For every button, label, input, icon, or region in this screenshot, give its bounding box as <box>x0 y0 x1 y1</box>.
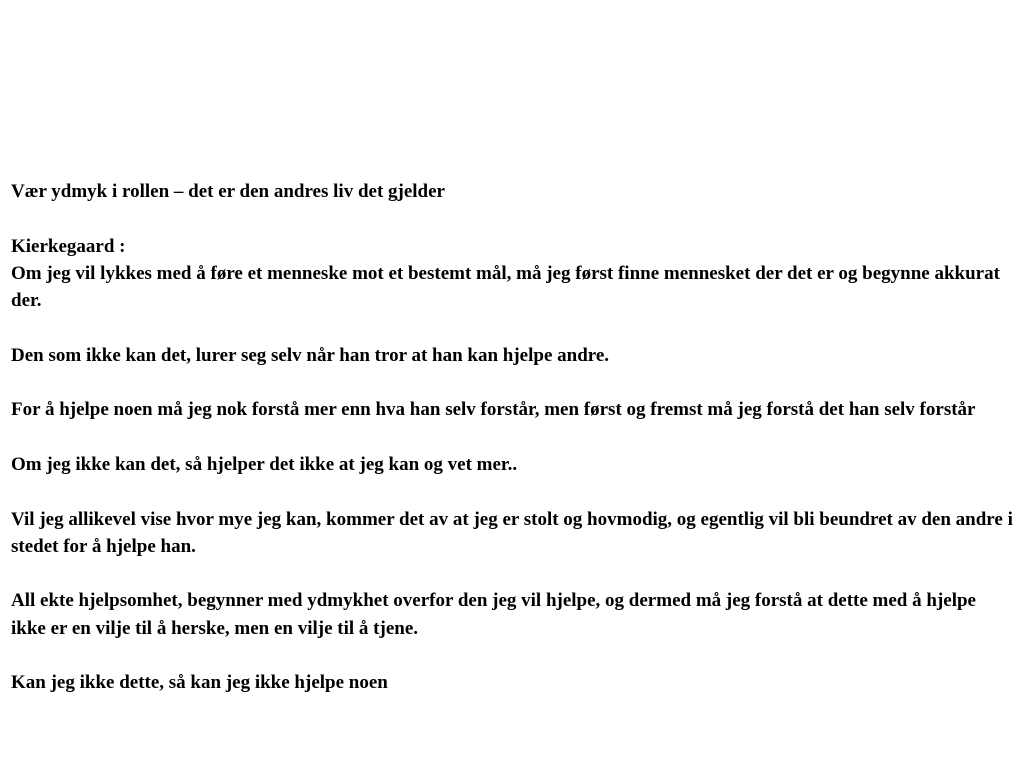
spacer <box>11 424 1015 451</box>
quote-paragraph-1: Om jeg vil lykkes med å føre et menneske mot et bestemt mål, må jeg først finne mennesket der det er og begynne akkurat der. <box>11 262 1000 312</box>
spacer <box>11 560 1015 587</box>
spacer <box>11 205 1015 232</box>
document-heading: Vær ydmyk i rollen – det er den andres liv det gjelder <box>11 181 445 202</box>
quote-paragraph-6: All ekte hjelpsomhet, begynner med ydmykhet overfor den jeg vil hjelpe, og dermed må jeg forstå at dette med å hjelpe ikke er en vilje til å herske, men en vilje til å tjene. <box>11 590 976 639</box>
spacer <box>11 642 1015 669</box>
spacer <box>11 478 1015 505</box>
spacer <box>11 369 1015 396</box>
document-body <box>11 178 1015 697</box>
author-label: Kierkegaard : <box>11 235 126 257</box>
spacer <box>11 314 1015 341</box>
quote-paragraph-2: Den som ikke kan det, lurer seg selv når han tror at han kan hjelpe andre. <box>11 344 610 366</box>
quote-paragraph-7: Kan jeg ikke dette, så kan jeg ikke hjelpe noen <box>11 672 388 694</box>
quote-paragraph-4: Om jeg ikke kan det, så hjelper det ikke at jeg kan og vet mer.. <box>11 453 518 475</box>
quote-paragraph-5: Vil jeg allikevel vise hvor mye jeg kan, kommer det av at jeg er stolt og hovmodig, og egentlig vil bli beundret av den andre i stedet for å hjelpe han. <box>11 508 1013 557</box>
quote-paragraph-3: For å hjelpe noen må jeg nok forstå mer enn hva han selv forstår, men først og fremst må jeg forstå det han selv forstår <box>11 399 976 421</box>
